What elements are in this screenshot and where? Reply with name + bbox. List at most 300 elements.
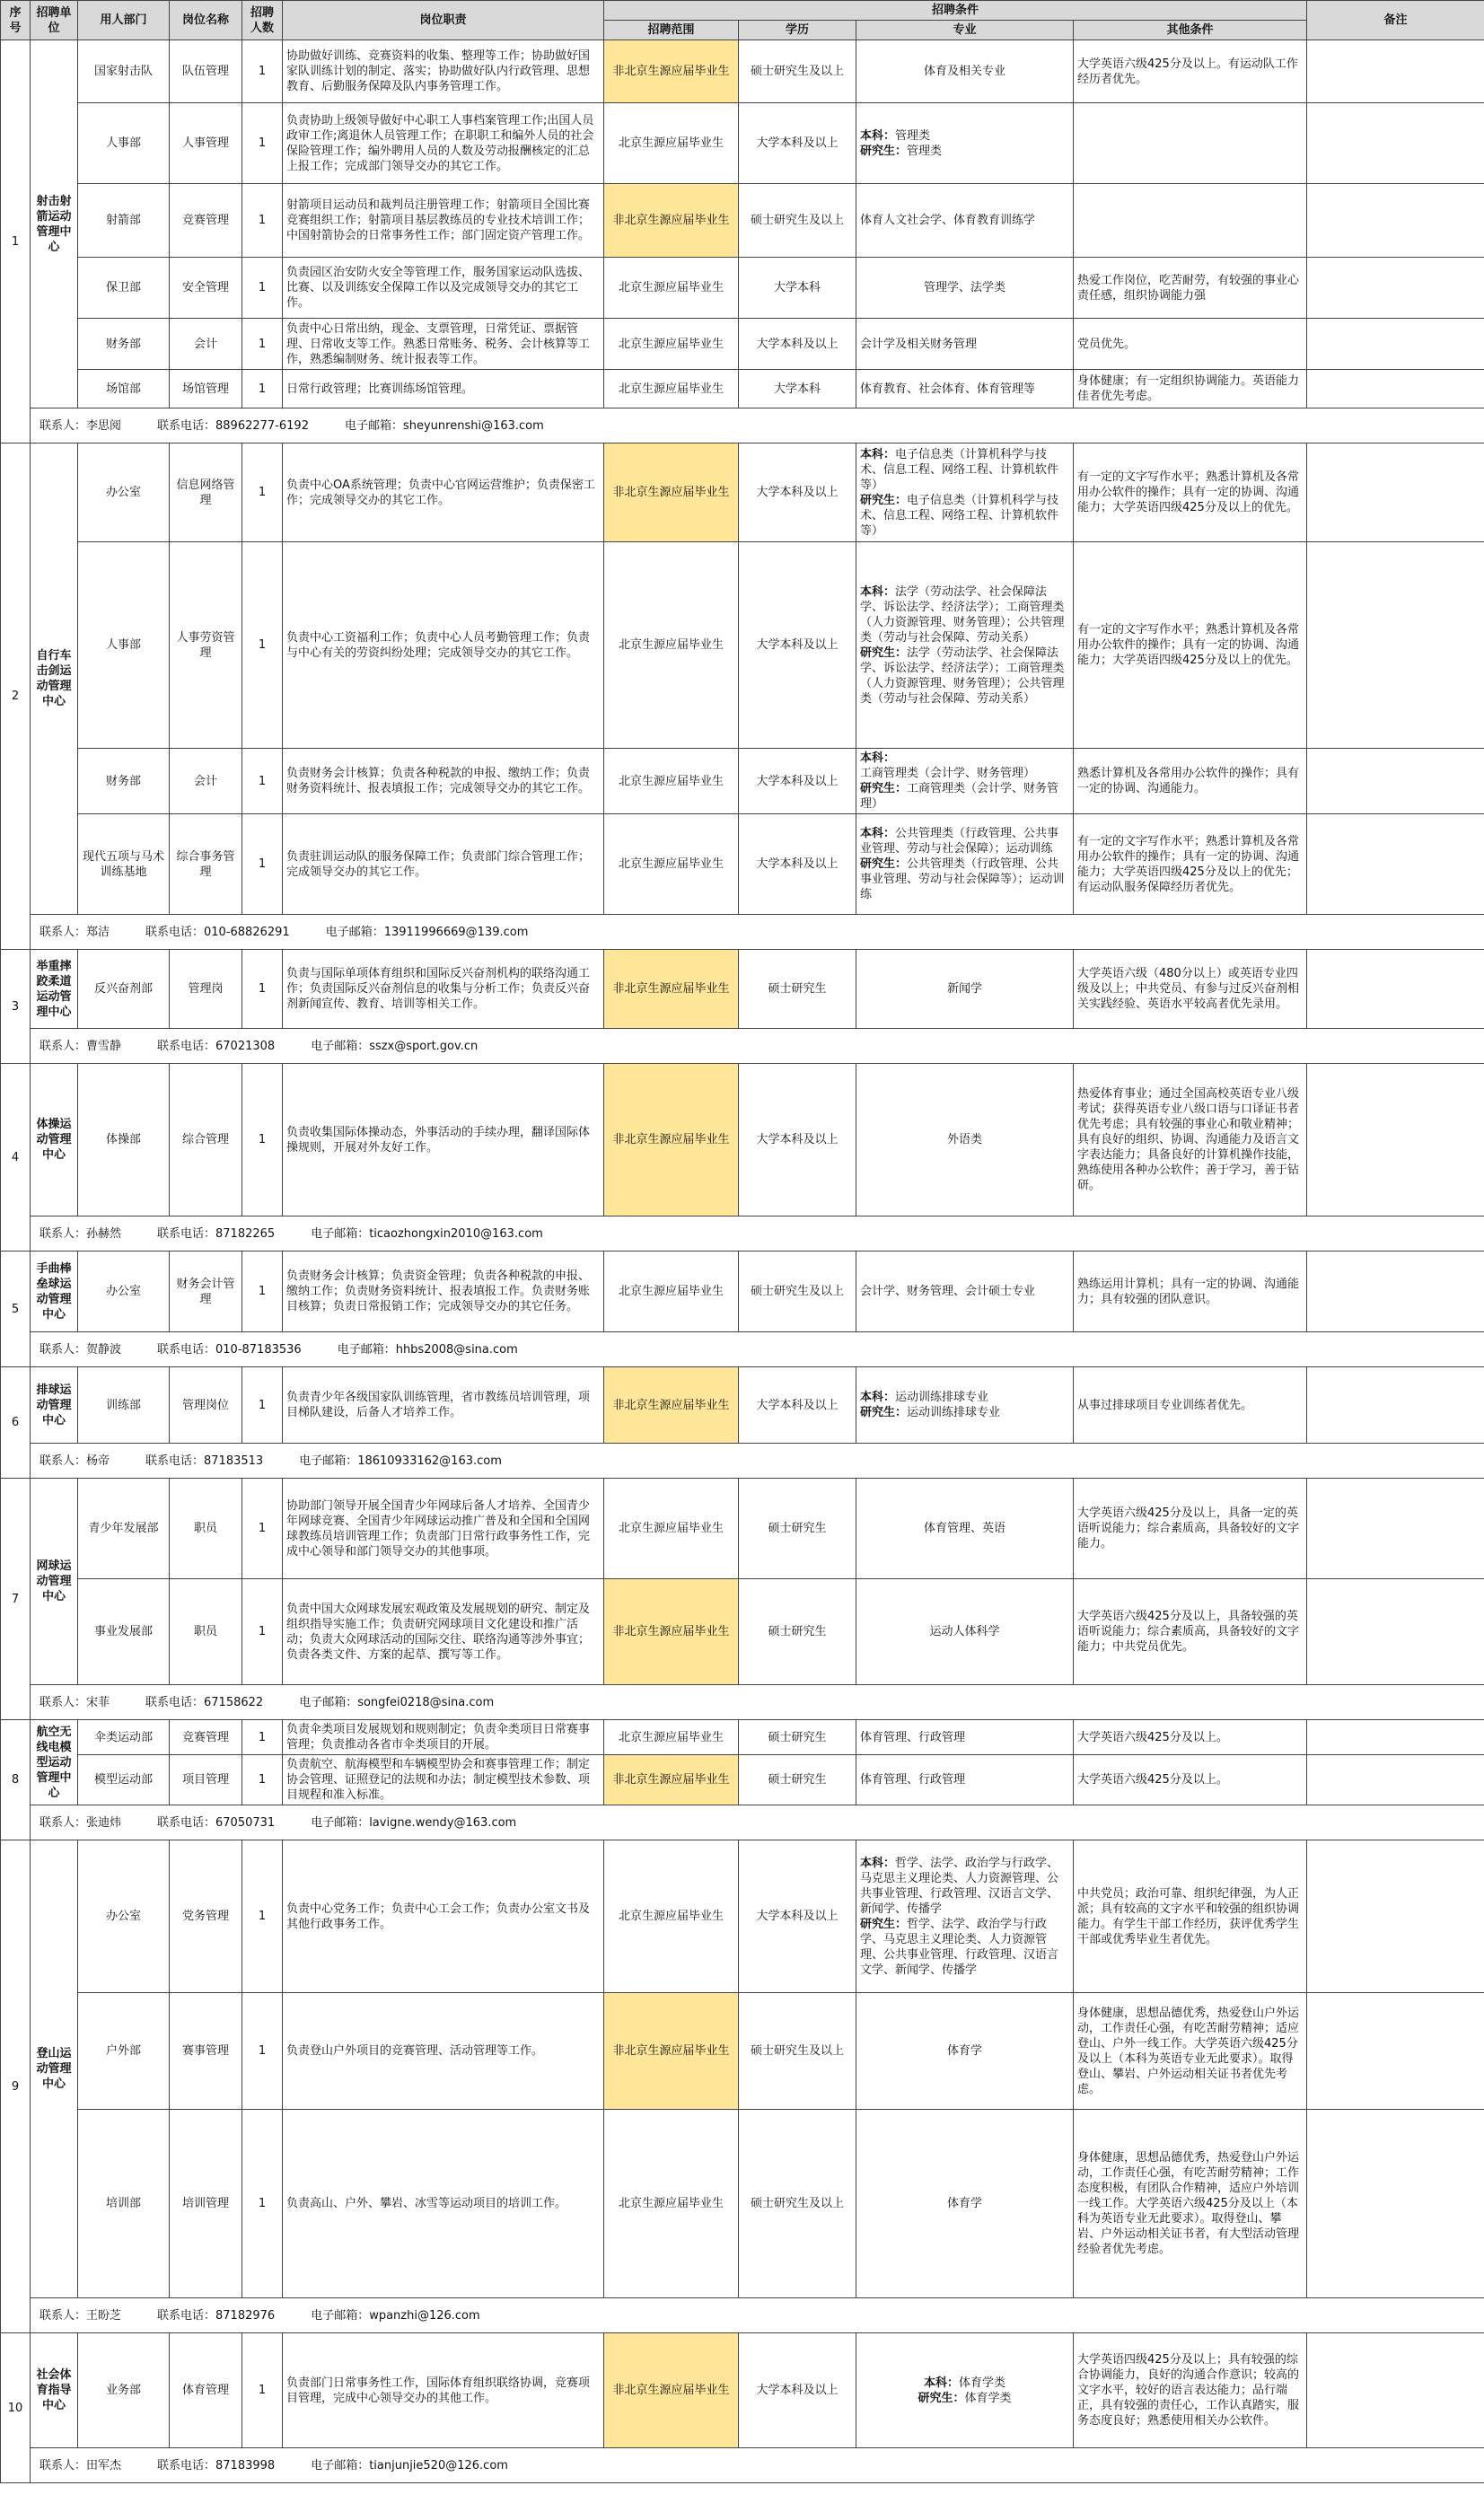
remark-cell bbox=[1307, 2333, 1484, 2448]
remark-cell bbox=[1307, 319, 1484, 370]
table-row bbox=[1, 1064, 1484, 1216]
remark-cell bbox=[1307, 950, 1484, 1029]
contact-email[interactable]: 电子邮箱：hhbs2008@sina.com bbox=[337, 1342, 518, 1357]
count-cell: 1 bbox=[242, 184, 283, 258]
contact-person: 联系人：李思阅 bbox=[40, 418, 122, 433]
scope-cell: 北京生源应届毕业生 bbox=[604, 542, 739, 749]
remark-cell bbox=[1307, 1755, 1484, 1805]
major-level-label: 本科： bbox=[860, 128, 896, 143]
count-cell: 1 bbox=[242, 319, 283, 370]
count-cell: 1 bbox=[242, 2333, 283, 2448]
other-cell: 熟悉计算机及各常用办公软件的操作；具有一定的协调、沟通能力。 bbox=[1074, 749, 1307, 814]
table-row bbox=[1, 40, 1484, 103]
edu-cell: 大学本科及以上 bbox=[739, 542, 856, 749]
contact-phone: 联系电话：87183513 bbox=[145, 1454, 264, 1468]
other-cell: 大学英语四级425分及以上；具有较强的综合协调能力，良好的沟通合作意识；较高的文字水平，较好的语言表达能力；品行端正，具有较强的责任心，工作认真踏实，服务态度良好；熟悉使用相关办公软件。 bbox=[1074, 2333, 1307, 2448]
other-cell: 大学英语六级425分及以上。 bbox=[1074, 1755, 1307, 1805]
duty-cell: 负责收集国际体操动态，外事活动的手续办理，翻译国际体操规则，开展对外友好工作。 bbox=[283, 1064, 604, 1216]
other-cell: 身体健康，思想品德优秀，热爱登山户外运动，工作责任心强，有吃苦耐劳精神；工作态度积极，有团队合作精神，适应户外培训一线工作。大学英语六级425分及以上（本科为英语专业无此要求）。取得登山、攀岩、户外运动相关证书者，有大型活动管理经验者优先考虑。 bbox=[1074, 2110, 1307, 2298]
duty-cell: 射箭项目运动员和裁判员注册管理工作；射箭项目全国比赛竞赛组织工作；射箭项目基层教练员的专业技术培训工作；中国射箭协会的日常事务性工作；部门固定资产管理工作。 bbox=[283, 184, 604, 258]
remark-cell bbox=[1307, 749, 1484, 814]
scope-cell: 非北京生源应届毕业生 bbox=[604, 2333, 739, 2448]
remark-cell bbox=[1307, 444, 1484, 542]
scope-cell: 北京生源应届毕业生 bbox=[604, 1479, 739, 1579]
remark-cell bbox=[1307, 1993, 1484, 2110]
dept-cell: 办公室 bbox=[78, 1840, 170, 1993]
post-cell: 场馆管理 bbox=[170, 370, 242, 408]
header-scope: 招聘范围 bbox=[604, 21, 739, 40]
table-row bbox=[1, 1479, 1484, 1579]
major-value: 体育学类 bbox=[964, 2391, 1012, 2405]
other-cell: 熟练运用计算机；具有一定的协调、沟通能力；具有较强的团队意识。 bbox=[1074, 1252, 1307, 1332]
other-cell: 大学英语六级425分及以上。有运动队工作经历者优先。 bbox=[1074, 40, 1307, 103]
major-line bbox=[860, 1917, 1069, 1978]
major-cell bbox=[856, 1840, 1074, 1993]
post-cell: 管理岗 bbox=[170, 950, 242, 1029]
contact-row bbox=[1, 2298, 1484, 2333]
dept-cell: 业务部 bbox=[78, 2333, 170, 2448]
header-unit: 招聘单位 bbox=[31, 1, 78, 40]
contact-email[interactable]: 电子邮箱：sheyunrenshi@163.com bbox=[344, 418, 544, 433]
count-cell: 1 bbox=[242, 749, 283, 814]
contact-cell bbox=[31, 1332, 1484, 1367]
count-cell: 1 bbox=[242, 814, 283, 915]
other-cell: 党员优先。 bbox=[1074, 319, 1307, 370]
major-level-label: 研究生： bbox=[860, 857, 908, 871]
dept-cell: 射箭部 bbox=[78, 184, 170, 258]
contact-cell bbox=[31, 1444, 1484, 1479]
duty-cell: 负责中国大众网球发展宏观政策及发展规划的研究、制定及组织指导实施工作；负责研究网球项目文化建设和推广活动；负责大众网球活动的国际交往、联络沟通等涉外事宜；负责各类文件、方案的起草、撰写等工作。 bbox=[283, 1579, 604, 1685]
post-cell: 安全管理 bbox=[170, 258, 242, 319]
contact-phone: 联系电话：67050731 bbox=[157, 1815, 276, 1830]
edu-cell: 硕士研究生及以上 bbox=[739, 1252, 856, 1332]
other-cell: 从事过排球项目专业训练者优先。 bbox=[1074, 1367, 1307, 1444]
edu-cell: 大学本科及以上 bbox=[739, 2333, 856, 2448]
duty-cell: 负责航空、航海模型和车辆模型协会和赛事管理工作；制定协会管理、证照登记的法规和办法；制定模型技术参数、项目规程和准入标准。 bbox=[283, 1755, 604, 1805]
edu-cell: 硕士研究生及以上 bbox=[739, 1993, 856, 2110]
header-other: 其他条件 bbox=[1074, 21, 1307, 40]
scope-cell: 非北京生源应届毕业生 bbox=[604, 1367, 739, 1444]
post-cell: 综合管理 bbox=[170, 1064, 242, 1216]
major-level-label: 研究生： bbox=[860, 782, 908, 795]
header-remark: 备注 bbox=[1307, 1, 1484, 40]
duty-cell: 负责伞类项目发展规划和规则制定；负责伞类项目日常赛事管理；负责推动各省市伞类项目的开展。 bbox=[283, 1720, 604, 1755]
major-line bbox=[860, 447, 1069, 493]
other-cell: 大学英语六级425分及以上，具备一定的英语听说能力；综合素质高，具备较好的文字能力。 bbox=[1074, 1479, 1307, 1579]
major-line bbox=[860, 781, 1069, 812]
remark-cell bbox=[1307, 1579, 1484, 1685]
post-cell: 会计 bbox=[170, 749, 242, 814]
count-cell: 1 bbox=[242, 542, 283, 749]
table-row bbox=[1, 444, 1484, 542]
count-cell: 1 bbox=[242, 1367, 283, 1444]
major-cell bbox=[856, 444, 1074, 542]
contact-person: 联系人：杨帝 bbox=[40, 1454, 110, 1468]
post-cell: 赛事管理 bbox=[170, 1993, 242, 2110]
major-value: 管理类 bbox=[907, 144, 943, 158]
dept-cell: 模型运动部 bbox=[78, 1755, 170, 1805]
edu-cell: 硕士研究生 bbox=[739, 1579, 856, 1685]
major-value: 运动训练排球专业 bbox=[907, 1406, 1001, 1419]
major-value: 体育学类 bbox=[959, 2376, 1006, 2390]
post-cell: 队伍管理 bbox=[170, 40, 242, 103]
remark-cell bbox=[1307, 258, 1484, 319]
post-cell: 财务会计管理 bbox=[170, 1252, 242, 1332]
remark-cell bbox=[1307, 542, 1484, 749]
remark-cell bbox=[1307, 814, 1484, 915]
edu-cell: 硕士研究生 bbox=[739, 950, 856, 1029]
major-value: 电子信息类（计算机科学与技术、信息工程、网络工程、计算机软件等） bbox=[860, 493, 1059, 538]
seq-cell: 4 bbox=[1, 1064, 31, 1252]
contact-phone: 联系电话：87182265 bbox=[157, 1226, 276, 1241]
major-cell bbox=[856, 814, 1074, 915]
edu-cell: 大学本科及以上 bbox=[739, 103, 856, 184]
scope-cell: 北京生源应届毕业生 bbox=[604, 370, 739, 408]
duty-cell: 负责与国际单项体育组织和国际反兴奋剂机构的联络沟通工作；负责国际反兴奋剂信息的收集与分析工作；负责反兴奋剂新闻宣传、教育、培训等相关工作。 bbox=[283, 950, 604, 1029]
contact-email[interactable]: 电子邮箱：songfei0218@sina.com bbox=[299, 1695, 495, 1709]
contact-email[interactable]: 电子邮箱：sszx@sport.gov.cn bbox=[311, 1039, 479, 1053]
major-cell: 运动人体科学 bbox=[856, 1579, 1074, 1685]
major-cell: 会计学、财务管理、会计硕士专业 bbox=[856, 1252, 1074, 1332]
count-cell: 1 bbox=[242, 1579, 283, 1685]
table-header bbox=[1, 1, 1484, 40]
contact-phone: 联系电话：88962277-6192 bbox=[157, 418, 309, 433]
post-cell: 综合事务管理 bbox=[170, 814, 242, 915]
post-cell: 职员 bbox=[170, 1579, 242, 1685]
edu-cell: 大学本科 bbox=[739, 370, 856, 408]
duty-cell: 协助做好训练、竞赛资料的收集、整理等工作；协助做好国家队训练计划的制定、落实；协助做好队内行政管理、思想教育、后勤服务保障及队内事务管理工作。 bbox=[283, 40, 604, 103]
header-conditions: 招聘条件 bbox=[604, 1, 1307, 21]
table-row bbox=[1, 1840, 1484, 1993]
major-cell: 管理学、法学类 bbox=[856, 258, 1074, 319]
seq-cell: 9 bbox=[1, 1840, 31, 2333]
dept-cell: 办公室 bbox=[78, 444, 170, 542]
duty-cell: 负责中心党务工作；负责中心工会工作；负责办公室文书及其他行政事务工作。 bbox=[283, 1840, 604, 1993]
header-count: 招聘人数 bbox=[242, 1, 283, 40]
scope-cell: 北京生源应届毕业生 bbox=[604, 749, 739, 814]
duty-cell: 负责中心OA系统管理；负责中心官网运营维护；负责保密工作；完成领导交办的其它工作。 bbox=[283, 444, 604, 542]
major-line bbox=[860, 493, 1069, 539]
table-row bbox=[1, 1720, 1484, 1755]
major-value: 法学（劳动法学、社会保障法学、诉讼法学、经济法学）；工商管理类（人力资源管理、财务管理）；公共管理类（劳动与社会保障、劳动关系） bbox=[860, 646, 1065, 706]
unit-cell: 网球运动管理中心 bbox=[31, 1479, 78, 1685]
major-line bbox=[860, 584, 1069, 646]
major-level-label: 本科： bbox=[860, 584, 896, 599]
major-line bbox=[860, 2376, 1069, 2391]
seq-cell: 1 bbox=[1, 40, 31, 444]
dept-cell: 人事部 bbox=[78, 542, 170, 749]
post-cell: 信息网络管理 bbox=[170, 444, 242, 542]
remark-cell bbox=[1307, 103, 1484, 184]
unit-cell: 航空无线电模型运动管理中心 bbox=[31, 1720, 78, 1805]
table-row bbox=[1, 542, 1484, 749]
unit-cell: 体操运动管理中心 bbox=[31, 1064, 78, 1216]
duty-cell: 负责驻训运动队的服务保障工作；负责部门综合管理工作；完成领导交办的其它工作。 bbox=[283, 814, 604, 915]
major-cell bbox=[856, 103, 1074, 184]
major-cell: 体育管理、英语 bbox=[856, 1479, 1074, 1579]
dept-cell: 反兴奋剂部 bbox=[78, 950, 170, 1029]
scope-cell: 非北京生源应届毕业生 bbox=[604, 1993, 739, 2110]
contact-email[interactable]: 电子邮箱：lavigne.wendy@163.com bbox=[311, 1815, 517, 1830]
major-value: 公共管理类（行政管理、公共事业管理、劳动与社会保障等）；运动训练 bbox=[860, 857, 1065, 901]
edu-cell: 硕士研究生及以上 bbox=[739, 40, 856, 103]
edu-cell: 硕士研究生及以上 bbox=[739, 2110, 856, 2298]
other-cell bbox=[1074, 103, 1307, 184]
major-cell: 体育学 bbox=[856, 1993, 1074, 2110]
unit-cell: 举重摔跤柔道运动管理中心 bbox=[31, 950, 78, 1029]
contact-row bbox=[1, 1029, 1484, 1064]
dept-cell: 伞类运动部 bbox=[78, 1720, 170, 1755]
scope-cell: 北京生源应届毕业生 bbox=[604, 103, 739, 184]
remark-cell bbox=[1307, 1064, 1484, 1216]
unit-cell: 手曲棒垒球运动管理中心 bbox=[31, 1252, 78, 1332]
major-line bbox=[860, 826, 1069, 856]
contact-person: 联系人：张迪炜 bbox=[40, 1815, 122, 1830]
seq-cell: 10 bbox=[1, 2333, 31, 2483]
contact-phone: 联系电话：67021308 bbox=[157, 1039, 276, 1053]
edu-cell: 硕士研究生 bbox=[739, 1755, 856, 1805]
scope-cell: 北京生源应届毕业生 bbox=[604, 258, 739, 319]
major-level-label: 本科： bbox=[860, 447, 896, 461]
contact-email[interactable]: 电子邮箱：18610933162@163.com bbox=[299, 1454, 502, 1468]
remark-cell bbox=[1307, 1367, 1484, 1444]
major-cell: 新闻学 bbox=[856, 950, 1074, 1029]
seq-cell: 3 bbox=[1, 950, 31, 1064]
post-cell: 管理岗位 bbox=[170, 1367, 242, 1444]
scope-cell: 北京生源应届毕业生 bbox=[604, 814, 739, 915]
contact-cell bbox=[31, 1029, 1484, 1064]
count-cell: 1 bbox=[242, 950, 283, 1029]
dept-cell: 户外部 bbox=[78, 1993, 170, 2110]
major-value: 哲学、法学、政治学与行政学、马克思主义理论类、人力资源管理、公共事业管理、行政管理、汉语言文学、新闻学、传播学 bbox=[860, 1856, 1059, 1916]
major-level-label: 本科： bbox=[860, 751, 896, 765]
table-row bbox=[1, 1755, 1484, 1805]
remark-cell bbox=[1307, 1720, 1484, 1755]
dept-cell: 人事部 bbox=[78, 103, 170, 184]
major-level-label: 研究生： bbox=[860, 1917, 908, 1931]
edu-cell: 硕士研究生及以上 bbox=[739, 184, 856, 258]
count-cell: 1 bbox=[242, 1064, 283, 1216]
count-cell: 1 bbox=[242, 258, 283, 319]
dept-cell: 培训部 bbox=[78, 2110, 170, 2298]
other-cell: 大学英语六级425分及以上。 bbox=[1074, 1720, 1307, 1755]
contact-cell bbox=[31, 2448, 1484, 2483]
edu-cell: 大学本科及以上 bbox=[739, 1840, 856, 1993]
dept-cell: 体操部 bbox=[78, 1064, 170, 1216]
duty-cell: 日常行政管理；比赛训练场馆管理。 bbox=[283, 370, 604, 408]
remark-cell bbox=[1307, 1479, 1484, 1579]
contact-phone: 联系电话：010-68826291 bbox=[145, 925, 290, 939]
count-cell: 1 bbox=[242, 1252, 283, 1332]
scope-cell: 北京生源应届毕业生 bbox=[604, 1720, 739, 1755]
other-cell: 有一定的文字写作水平；熟悉计算机及各常用办公软件的操作；具有一定的协调、沟通能力；大学英语四级425分及以上的优先。 bbox=[1074, 542, 1307, 749]
scope-cell: 北京生源应届毕业生 bbox=[604, 1840, 739, 1993]
major-value: 公共管理类（行政管理、公共事业管理、劳动与社会保障）；运动训练 bbox=[860, 827, 1059, 856]
contact-email[interactable]: 电子邮箱：tianjunjie520@126.com bbox=[311, 2458, 508, 2472]
other-cell: 大学英语六级（480分以上）或英语专业四级及以上；中共党员、有参与过反兴奋剂相关实践经验、英语水平较高者优先录用。 bbox=[1074, 950, 1307, 1029]
duty-cell: 负责园区治安防火安全等管理工作，服务国家运动队选拔、比赛、以及训练安全保障工作以及完成领导交办的其它工作。 bbox=[283, 258, 604, 319]
contact-row bbox=[1, 1444, 1484, 1479]
post-cell: 项目管理 bbox=[170, 1755, 242, 1805]
dept-cell: 场馆部 bbox=[78, 370, 170, 408]
header-major: 专业 bbox=[856, 21, 1074, 40]
edu-cell: 大学本科及以上 bbox=[739, 1064, 856, 1216]
scope-cell: 非北京生源应届毕业生 bbox=[604, 40, 739, 103]
count-cell: 1 bbox=[242, 40, 283, 103]
duty-cell: 负责青少年各级国家队训练管理，省市教练员培训管理，项目梯队建设，后备人才培养工作。 bbox=[283, 1367, 604, 1444]
edu-cell: 大学本科及以上 bbox=[739, 444, 856, 542]
contact-email[interactable]: 电子邮箱：13911996669@139.com bbox=[325, 925, 529, 939]
contact-row bbox=[1, 1805, 1484, 1840]
major-line bbox=[860, 646, 1069, 707]
contact-person: 联系人：宋菲 bbox=[40, 1695, 110, 1709]
table-row bbox=[1, 184, 1484, 258]
post-cell: 党务管理 bbox=[170, 1840, 242, 1993]
seq-cell: 5 bbox=[1, 1252, 31, 1367]
unit-cell: 登山运动管理中心 bbox=[31, 1840, 78, 2298]
major-cell bbox=[856, 1367, 1074, 1444]
unit-cell: 射击射箭运动管理中心 bbox=[31, 40, 78, 408]
scope-cell: 非北京生源应届毕业生 bbox=[604, 444, 739, 542]
major-line bbox=[860, 1405, 1069, 1420]
major-line bbox=[860, 144, 1069, 159]
major-line bbox=[860, 2391, 1069, 2406]
contact-row bbox=[1, 1685, 1484, 1720]
table-row bbox=[1, 749, 1484, 814]
table-row bbox=[1, 950, 1484, 1029]
edu-cell: 大学本科及以上 bbox=[739, 814, 856, 915]
remark-cell bbox=[1307, 40, 1484, 103]
scope-cell: 非北京生源应届毕业生 bbox=[604, 1755, 739, 1805]
major-cell: 外语类 bbox=[856, 1064, 1074, 1216]
major-value: 运动训练排球专业 bbox=[895, 1391, 989, 1404]
scope-cell: 非北京生源应届毕业生 bbox=[604, 184, 739, 258]
table-row bbox=[1, 1367, 1484, 1444]
post-cell: 职员 bbox=[170, 1479, 242, 1579]
count-cell: 1 bbox=[242, 1720, 283, 1755]
major-value: 工商管理类（会计学、财务管理） bbox=[860, 782, 1059, 811]
contact-row bbox=[1, 2448, 1484, 2483]
scope-cell: 北京生源应届毕业生 bbox=[604, 319, 739, 370]
major-cell: 会计学及相关财务管理 bbox=[856, 319, 1074, 370]
major-cell: 体育管理、行政管理 bbox=[856, 1720, 1074, 1755]
post-cell: 人事劳资管理 bbox=[170, 542, 242, 749]
other-cell: 热爱体育事业；通过全国高校英语专业八级考试；获得英语专业八级口语与口译证书者优先考虑；具有较强的事业心和敬业精神；具有良好的组织、协调、沟通能力及语言文字表达能力；具备良好的计算机操作技能，熟练使用各种办公软件；善于学习，善于钻研。 bbox=[1074, 1064, 1307, 1216]
contact-cell bbox=[31, 1805, 1484, 1840]
remark-cell bbox=[1307, 2110, 1484, 2298]
major-level-label: 研究生： bbox=[860, 646, 908, 660]
contact-phone: 联系电话：67158622 bbox=[145, 1695, 264, 1709]
duty-cell: 负责高山、户外、攀岩、冰雪等运动项目的培训工作。 bbox=[283, 2110, 604, 2298]
edu-cell: 硕士研究生 bbox=[739, 1479, 856, 1579]
duty-cell: 负责中心工资福利工作；负责中心人员考勤管理工作；负责与中心有关的劳资纠纷处理；完成领导交办的其它工作。 bbox=[283, 542, 604, 749]
major-line bbox=[860, 1856, 1069, 1917]
post-cell: 会计 bbox=[170, 319, 242, 370]
major-cell bbox=[856, 2333, 1074, 2448]
major-level-label: 研究生： bbox=[860, 1406, 908, 1419]
remark-cell bbox=[1307, 370, 1484, 408]
major-line bbox=[860, 751, 1069, 781]
other-cell: 热爱工作岗位，吃苦耐劳，有较强的事业心责任感，组织协调能力强 bbox=[1074, 258, 1307, 319]
header-dept: 用人部门 bbox=[78, 1, 170, 40]
table-row bbox=[1, 370, 1484, 408]
contact-person: 联系人：王盼芝 bbox=[40, 2308, 122, 2323]
count-cell: 1 bbox=[242, 1993, 283, 2110]
count-cell: 1 bbox=[242, 103, 283, 184]
header-duty: 岗位职责 bbox=[283, 1, 604, 40]
major-value: 工商管理类（会计学、财务管理） bbox=[860, 767, 1036, 780]
remark-cell bbox=[1307, 1840, 1484, 1993]
count-cell: 1 bbox=[242, 1479, 283, 1579]
other-cell: 有一定的文字写作水平；熟悉计算机及各常用办公软件的操作；具有一定的协调、沟通能力；大学英语四级425分及以上的优先。 bbox=[1074, 444, 1307, 542]
dept-cell: 财务部 bbox=[78, 749, 170, 814]
count-cell: 1 bbox=[242, 1755, 283, 1805]
duty-cell: 负责协助上级领导做好中心职工人事档案管理工作;出国人员政审工作;离退休人员管理工作；在职职工和编外人员的社会保险管理工作；编外聘用人员的人数及劳动报酬核定的汇总上报工作；完成部门领导交办的其它工作。 bbox=[283, 103, 604, 184]
contact-row bbox=[1, 1332, 1484, 1367]
contact-cell bbox=[31, 2298, 1484, 2333]
major-cell: 体育人文社会学、体育教育训练学 bbox=[856, 184, 1074, 258]
count-cell: 1 bbox=[242, 370, 283, 408]
other-cell: 有一定的文字写作水平；熟悉计算机及各常用办公软件的操作；具有一定的协调、沟通能力；大学英语四级425分及以上的优先；有运动队服务保障经历者优先。 bbox=[1074, 814, 1307, 915]
major-level-label: 本科： bbox=[860, 1391, 896, 1404]
contact-person: 联系人：贺静波 bbox=[40, 1342, 122, 1357]
contact-cell bbox=[31, 408, 1484, 444]
header-edu: 学历 bbox=[739, 21, 856, 40]
major-level-label: 研究生： bbox=[860, 493, 908, 507]
major-cell: 体育管理、行政管理 bbox=[856, 1755, 1074, 1805]
contact-person: 联系人：田军杰 bbox=[40, 2458, 122, 2472]
table-row bbox=[1, 103, 1484, 184]
post-cell: 竞赛管理 bbox=[170, 184, 242, 258]
major-cell bbox=[856, 749, 1074, 814]
header-post: 岗位名称 bbox=[170, 1, 242, 40]
seq-cell: 6 bbox=[1, 1367, 31, 1479]
post-cell: 体育管理 bbox=[170, 2333, 242, 2448]
scope-cell: 非北京生源应届毕业生 bbox=[604, 950, 739, 1029]
dept-cell: 事业发展部 bbox=[78, 1579, 170, 1685]
dept-cell: 国家射击队 bbox=[78, 40, 170, 103]
contact-cell bbox=[31, 1216, 1484, 1252]
remark-cell bbox=[1307, 184, 1484, 258]
contact-email[interactable]: 电子邮箱：wpanzhi@126.com bbox=[311, 2308, 480, 2323]
seq-cell: 7 bbox=[1, 1479, 31, 1720]
major-cell: 体育学 bbox=[856, 2110, 1074, 2298]
major-value: 电子信息类（计算机科学与技术、信息工程、网络工程、计算机软件等） bbox=[860, 447, 1059, 492]
duty-cell: 负责财务会计核算；负责资金管理；负责各种税款的申报、缴纳工作；负责财务资料统计、报表填报工作。负责财务账目核算；负责日常报销工作；完成领导交办的其它任务。 bbox=[283, 1252, 604, 1332]
table-row bbox=[1, 814, 1484, 915]
major-value: 法学（劳动法学、社会保障法学、诉讼法学、经济法学）；工商管理类（人力资源管理、财务管理）；公共管理类（劳动与社会保障、劳动关系） bbox=[860, 584, 1065, 645]
contact-row bbox=[1, 915, 1484, 950]
other-cell: 中共党员；政治可靠、组织纪律强，为人正派；具有较高的文字水平和较强的组织协调能力。有学生干部工作经历，获评优秀学生干部或优秀毕业生者优先。 bbox=[1074, 1840, 1307, 1993]
count-cell: 1 bbox=[242, 444, 283, 542]
contact-row bbox=[1, 408, 1484, 444]
header-seq: 序号 bbox=[1, 1, 31, 40]
edu-cell: 硕士研究生 bbox=[739, 1720, 856, 1755]
table-row bbox=[1, 1579, 1484, 1685]
post-cell: 人事管理 bbox=[170, 103, 242, 184]
contact-person: 联系人：曹雪静 bbox=[40, 1039, 122, 1053]
scope-cell: 非北京生源应届毕业生 bbox=[604, 1579, 739, 1685]
major-level-label: 本科： bbox=[923, 2376, 959, 2390]
edu-cell: 大学本科 bbox=[739, 258, 856, 319]
scope-cell: 北京生源应届毕业生 bbox=[604, 1252, 739, 1332]
major-line bbox=[860, 856, 1069, 902]
scope-cell: 非北京生源应届毕业生 bbox=[604, 1064, 739, 1216]
contact-email[interactable]: 电子邮箱：ticaozhongxin2010@163.com bbox=[311, 1226, 543, 1241]
major-line bbox=[860, 128, 1069, 144]
remark-cell bbox=[1307, 1252, 1484, 1332]
major-cell: 体育教育、社会体育、体育管理等 bbox=[856, 370, 1074, 408]
